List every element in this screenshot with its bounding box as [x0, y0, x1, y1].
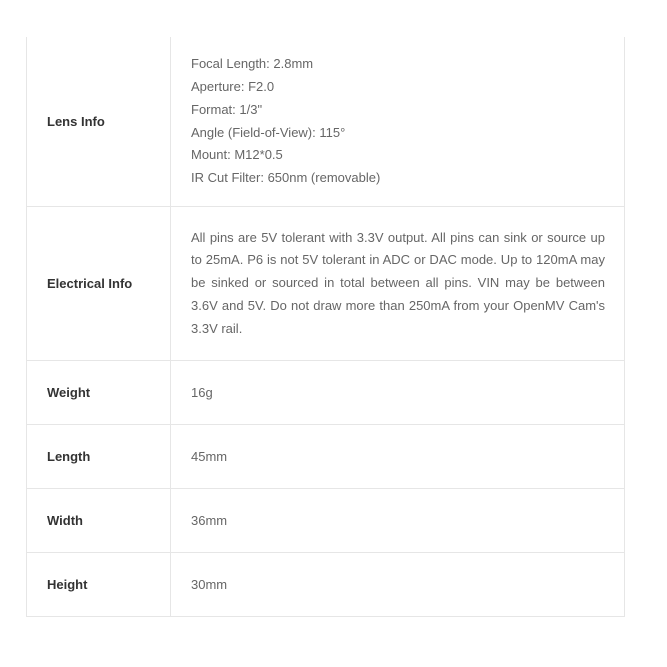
spec-label: Lens Info — [27, 37, 171, 206]
spec-value: 16g — [191, 385, 213, 400]
spec-value: 30mm — [191, 577, 228, 592]
spec-row-weight — [27, 360, 624, 424]
spec-row-length — [27, 424, 624, 488]
lens-ir-cut-filter: IR Cut Filter: 650nm (removable) — [191, 170, 381, 186]
spec-value: 36mm — [191, 513, 228, 528]
spec-label: Length — [27, 425, 171, 488]
spec-row-lens-info — [27, 37, 624, 206]
spec-label: Electrical Info — [27, 207, 171, 360]
spec-row-electrical-info — [27, 206, 624, 360]
lens-focal-length: Focal Length: 2.8mm — [191, 56, 314, 72]
lens-mount: Mount: M12*0.5 — [191, 147, 283, 163]
lens-format: Format: 1/3" — [191, 101, 263, 117]
spec-label: Height — [27, 553, 171, 616]
specifications-table — [26, 37, 625, 617]
spec-row-width — [27, 488, 624, 552]
electrical-description: All pins are 5V tolerant with 3.3V output. All pins can sink or source up to 25mA. P6 is not 5V tolerant in ADC or DAC mode. Up to 120mA may be sinked or sourced in total between all pins. VIN may be between 3.6V and 5V. Do not draw more than 250mA from your OpenMV Cam's 3.3V rail. — [191, 229, 605, 336]
lens-angle: Angle (Field-of-View): 115° — [191, 124, 346, 140]
spec-row-height — [27, 552, 624, 616]
spec-value — [171, 37, 624, 206]
spec-label: Width — [27, 489, 171, 552]
spec-value: 45mm — [191, 449, 228, 464]
spec-value — [171, 207, 624, 360]
spec-label: Weight — [27, 361, 171, 424]
lens-aperture: Aperture: F2.0 — [191, 78, 275, 94]
